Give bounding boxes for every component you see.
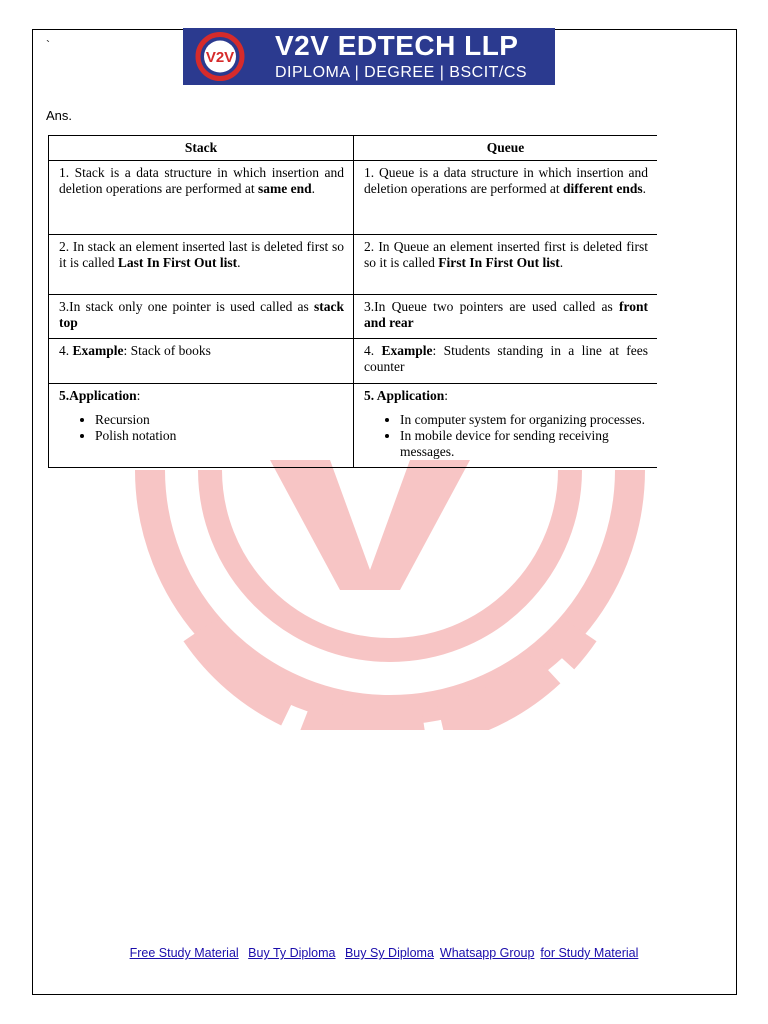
stack-cell: 4. Example: Stack of books bbox=[49, 339, 354, 384]
table-row bbox=[49, 161, 658, 235]
link-whatsapp-group[interactable]: Whatsapp Group bbox=[439, 946, 535, 960]
header-queue: Queue bbox=[354, 136, 658, 161]
stack-cell: 3.In stack only one pointer is used called as stack top bbox=[49, 295, 354, 339]
table-row bbox=[49, 339, 658, 384]
brand-name: V2V EDTECH LLP bbox=[275, 30, 519, 61]
list-item: • In mobile device for sending receiving messages. bbox=[400, 428, 648, 460]
list-item: • Polish notation bbox=[95, 428, 344, 444]
footer-links bbox=[0, 946, 768, 960]
link-buy-ty-diploma[interactable]: Buy Ty Diploma bbox=[248, 946, 336, 960]
header-stack: Stack bbox=[49, 136, 354, 161]
queue-cell: 3.In Queue two pointers are used called as front and rear bbox=[354, 295, 658, 339]
queue-cell: 1. Queue is a data structure in which insertion and deletion operations are performed at different ends. bbox=[354, 161, 658, 235]
stack-application-cell: 5.Application: • Recursion • Polish notation bbox=[49, 384, 354, 468]
header-banner bbox=[183, 28, 555, 85]
queue-application-cell: 5. Application: • In computer system for organizing processes. • In mobile device for sending receiving messages. bbox=[354, 384, 658, 468]
watermark-logo-icon bbox=[130, 440, 650, 730]
table-row bbox=[49, 384, 658, 468]
table-row bbox=[49, 295, 658, 339]
brand-tagline: DIPLOMA | DEGREE | BSCIT/CS bbox=[275, 64, 528, 81]
queue-cell: 2. In Queue an element inserted first is deleted first so it is called First In First Out list. bbox=[354, 235, 658, 295]
v2v-logo-icon bbox=[189, 32, 251, 81]
queue-application-list bbox=[364, 412, 648, 460]
list-item: • Recursion bbox=[95, 412, 344, 428]
link-buy-sy-diploma[interactable]: Buy Sy Diploma bbox=[344, 946, 434, 960]
stack-queue-table bbox=[48, 135, 657, 468]
link-for-study-material[interactable]: for Study Material bbox=[540, 946, 639, 960]
tick-mark: ` bbox=[46, 38, 50, 52]
stack-cell: 1. Stack is a data structure in which insertion and deletion operations are performed at same end. bbox=[49, 161, 354, 235]
link-free-study-material[interactable]: Free Study Material bbox=[129, 946, 239, 960]
table-row bbox=[49, 235, 658, 295]
stack-application-list bbox=[59, 412, 344, 444]
answer-label: Ans. bbox=[46, 108, 73, 123]
logo-text: V2V bbox=[205, 49, 235, 66]
list-item: • In computer system for organizing processes. bbox=[400, 412, 648, 428]
stack-cell: 2. In stack an element inserted last is deleted first so it is called Last In First Out list. bbox=[49, 235, 354, 295]
queue-cell: 4. Example: Students standing in a line at fees counter bbox=[354, 339, 658, 384]
